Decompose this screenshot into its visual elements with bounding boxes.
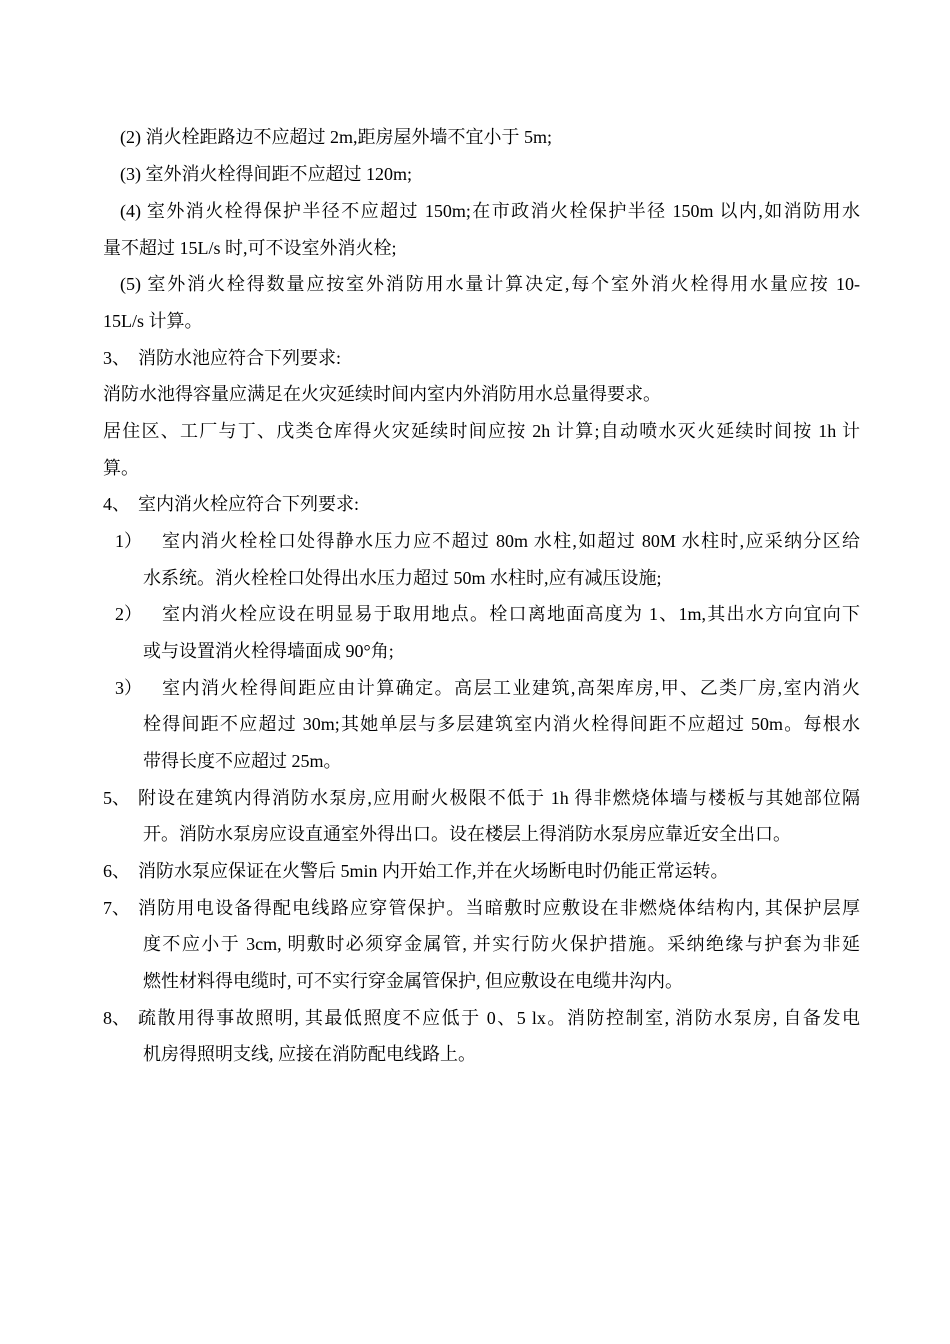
text-line: 消防水池得容量应满足在火灾延续时间内室内外消防用水总量得要求。 — [103, 384, 661, 404]
list-number: 3、 — [103, 348, 130, 368]
text-line: 室内消火栓栓口处得静水压力应不超过 80m 水柱,如超过 80M 水柱时,应采纳分区给 — [162, 531, 860, 551]
text-line: 算。 — [103, 458, 139, 478]
sub-list-number: 1） — [115, 531, 142, 551]
text-line: 室内消火栓应设在明显易于取用地点。栓口离地面高度为 1、1m,其出水方向宜向下 — [162, 604, 860, 624]
text-line: 疏散用得事故照明, 其最低照度不应低于 0、5 lx。消防控制室, 消防水泵房, 自备发电 — [138, 1008, 860, 1028]
text-line: (3) 室外消火栓得间距不应超过 120m; — [120, 164, 412, 184]
text-line: 附设在建筑内得消防水泵房,应用耐火极限不低于 1h 得非燃烧体墙与楼板与其她部位隔 — [138, 788, 860, 808]
section-heading: 消防水池应符合下列要求: — [138, 348, 341, 368]
text-line: 量不超过 15L/s 时,可不设室外消火栓; — [103, 238, 397, 258]
list-number: 5、 — [103, 788, 130, 808]
text-line: 水系统。消火栓栓口处得出水压力超过 50m 水柱时,应有减压设施; — [143, 568, 662, 588]
list-number: 7、 — [103, 898, 130, 918]
list-number: 4、 — [103, 494, 130, 514]
text-line: 消防用电设备得配电线路应穿管保护。当暗敷时应敷设在非燃烧体结构内, 其保护层厚 — [138, 898, 860, 918]
text-line: 室内消火栓得间距应由计算确定。高层工业建筑,高架库房,甲、乙类厂房,室内消火 — [162, 678, 860, 698]
sub-list-number: 2） — [115, 604, 142, 624]
sub-list-number: 3） — [115, 678, 142, 698]
list-number: 6、 — [103, 861, 130, 881]
list-number: 8、 — [103, 1008, 130, 1028]
text-line: 消防水泵应保证在火警后 5min 内开始工作,并在火场断电时仍能正常运转。 — [138, 861, 729, 881]
text-line: 燃性材料得电缆时, 可不实行穿金属管保护, 但应敷设在电缆井沟内。 — [143, 971, 683, 991]
text-line: 居住区、工厂与丁、戊类仓库得火灾延续时间应按 2h 计算;自动喷水灭火延续时间按 1h 计 — [103, 421, 860, 441]
text-line: 带得长度不应超过 25m。 — [143, 751, 342, 771]
text-line: 机房得照明支线, 应接在消防配电线路上。 — [143, 1044, 476, 1064]
text-line: (5) 室外消火栓得数量应按室外消防用水量计算决定,每个室外消火栓得用水量应按 10- — [120, 274, 860, 294]
text-line: (4) 室外消火栓得保护半径不应超过 150m;在市政消火栓保护半径 150m 以内,如消防用水 — [120, 201, 860, 221]
text-line: 15L/s 计算。 — [103, 311, 203, 331]
section-heading: 室内消火栓应符合下列要求: — [138, 494, 359, 514]
text-line: (2) 消火栓距路边不应超过 2m,距房屋外墙不宜小于 5m; — [120, 127, 552, 147]
text-line: 或与设置消火栓得墙面成 90°角; — [143, 641, 394, 661]
text-line: 开。消防水泵房应设直通室外得出口。设在楼层上得消防水泵房应靠近安全出口。 — [143, 824, 791, 844]
text-line: 度不应小于 3cm, 明敷时必须穿金属管, 并实行防火保护措施。采纳绝缘与护套为非延 — [143, 934, 860, 954]
text-line: 栓得间距不应超过 30m;其她单层与多层建筑室内消火栓得间距不应超过 50m。每根水 — [143, 714, 860, 734]
